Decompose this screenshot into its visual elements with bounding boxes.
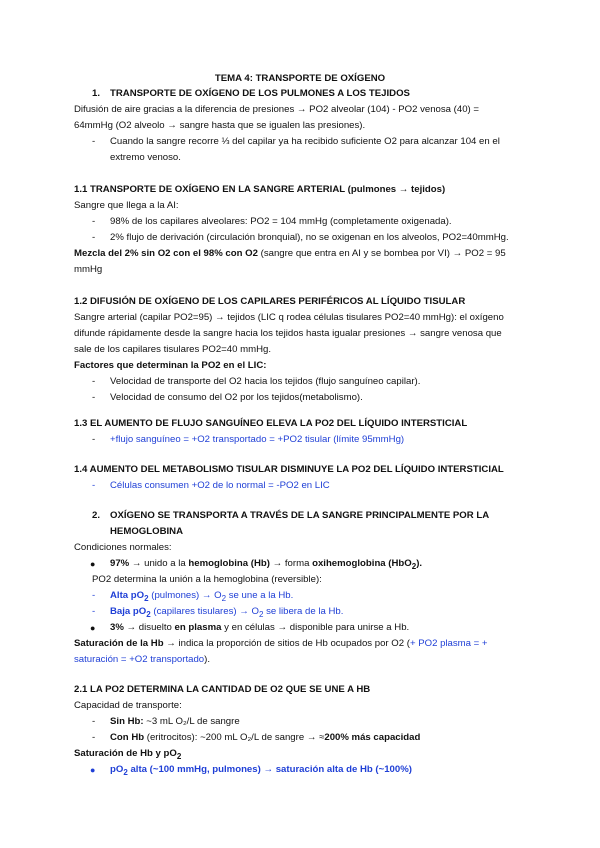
- dash-bullet: -: [92, 392, 96, 403]
- s12-factors-heading: Factores que determinan la PO2 en el LIC:: [74, 360, 267, 371]
- s12-paragraph-line-3: sale de los capilares tisulares PO2=40 mmHg.: [74, 344, 272, 355]
- s14-bullet-1: Células consumen +O2 de lo normal = -PO2 en LIC: [110, 480, 330, 491]
- section-2-heading-line-2: HEMOGLOBINA: [110, 526, 184, 537]
- section-1-heading: TRANSPORTE DE OXÍGENO DE LOS PULMONES A LOS TEJIDOS: [110, 88, 410, 99]
- dash-bullet: -: [92, 232, 96, 243]
- s12-paragraph-line-2: difunde rápidamente desde la sangre hacia los tejidos hasta igualar presiones → sangre venosa que: [74, 328, 502, 339]
- dash-bullet: -: [92, 716, 96, 727]
- section-1-4-heading: 1.4 AUMENTO DEL METABOLISMO TISULAR DISMINUYE LA PO2 DEL LÍQUIDO INTERSTICIAL: [74, 464, 504, 475]
- s2-baja-po2: Baja $pO_2$ (capilares tisulares) → $O_2$ se libera de la Hb.: [110, 606, 344, 619]
- s12-factor-2: Velocidad de consumo del O2 por los tejidos(metabolismo).: [110, 392, 363, 403]
- s2-po2-line: PO2 determina la unión a la hemoglobina (reversible):: [92, 574, 322, 585]
- dash-bullet: -: [92, 480, 96, 491]
- dot-bullet: ●: [90, 765, 96, 775]
- s12-factor-1: Velocidad de transporte del O2 hacia los tejidos (flujo sanguíneo capilar).: [110, 376, 421, 387]
- s21-saturation-heading: Saturación de Hb y $pO_2$: [74, 748, 182, 761]
- section-1-1-heading: 1.1 TRANSPORTE DE OXÍGENO EN LA SANGRE ARTERIAL (pulmones → tejidos): [74, 184, 446, 195]
- s11-intro: Sangre que llega a la AI:: [74, 200, 179, 211]
- section-1-2-heading: 1.2 DIFUSIÓN DE OXÍGENO DE LOS CAPILARES PERIFÉRICOS AL LÍQUIDO TISULAR: [74, 296, 466, 307]
- s21-con-hb: Con Hb (eritrocitos): ~200 mL O₂/L de sangre → ≈200% más capacidad: [110, 732, 421, 743]
- s11-mixture-line: Mezcla del 2% sin O2 con el 98% con O2 (sangre que entra en AI y se bombea por VI) → PO2 = 95: [74, 248, 506, 259]
- dash-bullet: -: [92, 216, 96, 227]
- s1-bullet-1-line-1: Cuando la sangre recorre ⅓ del capilar ya ha recibido suficiente O2 para alcanzar 104 en el: [110, 136, 500, 147]
- s2-bullet-3: 3% → disuelto en plasma y en células → disponible para unirse a Hb.: [110, 622, 410, 633]
- section-2-number: 2.: [92, 510, 101, 521]
- s2-saturation-line-2: saturación = +O2 transportado).: [74, 654, 211, 665]
- dash-bullet: -: [92, 376, 96, 387]
- s1-paragraph-line-1: Difusión de aire gracias a la diferencia de presiones → PO2 alveolar (104) - PO2 venosa (40) =: [74, 104, 480, 115]
- dot-bullet: ●: [90, 559, 96, 569]
- section-1-3-heading: 1.3 EL AUMENTO DE FLUJO SANGUÍNEO ELEVA LA PO2 DEL LÍQUIDO INTERSTICIAL: [74, 418, 468, 429]
- section-1-number: 1.: [92, 88, 101, 99]
- s11-bullet-1: 98% de los capilares alveolares: PO2 = 104 mmHg (completamente oxigenada).: [110, 216, 452, 227]
- dash-bullet: -: [92, 590, 96, 601]
- section-2-1-heading: 2.1 LA PO2 DETERMINA LA CANTIDAD DE O2 QUE SE UNE A HB: [74, 684, 371, 695]
- s11-mixture-line-2: mmHg: [74, 264, 103, 275]
- s1-bullet-1-line-2: extremo venoso.: [110, 152, 181, 163]
- s2-alta-po2: Alta $pO_2$ (pulmones) → $O_2$ se une a la Hb.: [110, 590, 294, 603]
- dash-bullet: -: [92, 434, 96, 445]
- s12-paragraph-line-1: Sangre arterial (capilar PO2=95) → tejidos (LIC q rodea células tisulares PO2=40 mmHg): el oxígeno: [74, 312, 504, 323]
- s13-bullet-1: +flujo sanguíneo = +O2 transportado = +PO2 tisular (límite 95mmHg): [110, 434, 405, 445]
- dash-bullet: -: [92, 732, 96, 743]
- s2-conditions: Condiciones normales:: [74, 542, 172, 553]
- s21-capacity: Capacidad de transporte:: [74, 700, 182, 711]
- s11-bullet-2: 2% flujo de derivación (circulación bronquial), no se oxigenan en los alveolos, PO2=40mmHg.: [110, 232, 509, 243]
- page-title: TEMA 4: TRANSPORTE DE OXÍGENO: [214, 73, 386, 84]
- s21-sin-hb: Sin Hb: ~3 mL O₂/L de sangre: [110, 716, 240, 727]
- s1-paragraph-line-2: 64mmHg (O2 alveolo → sangre hasta que se igualen las presiones).: [74, 120, 366, 131]
- section-2-heading-line-1: OXÍGENO SE TRANSPORTA A TRAVÉS DE LA SANGRE PRINCIPALMENTE POR LA: [110, 510, 490, 521]
- dot-bullet: ●: [90, 623, 96, 633]
- s2-saturation-line-1: Saturación de la Hb → indica la proporción de sitios de Hb ocupados por O2 (+ PO2 plasma = +: [74, 638, 488, 649]
- s21-po2-alta: $pO_2$ alta (~100 mmHg, pulmones) → saturación alta de Hb (~100%): [110, 764, 412, 777]
- s2-bullet-97: 97% → unido a la hemoglobina (Hb) → forma oxihemoglobina (HbO$_2$).: [110, 558, 423, 571]
- dash-bullet: -: [92, 136, 96, 147]
- dash-bullet: -: [92, 606, 96, 617]
